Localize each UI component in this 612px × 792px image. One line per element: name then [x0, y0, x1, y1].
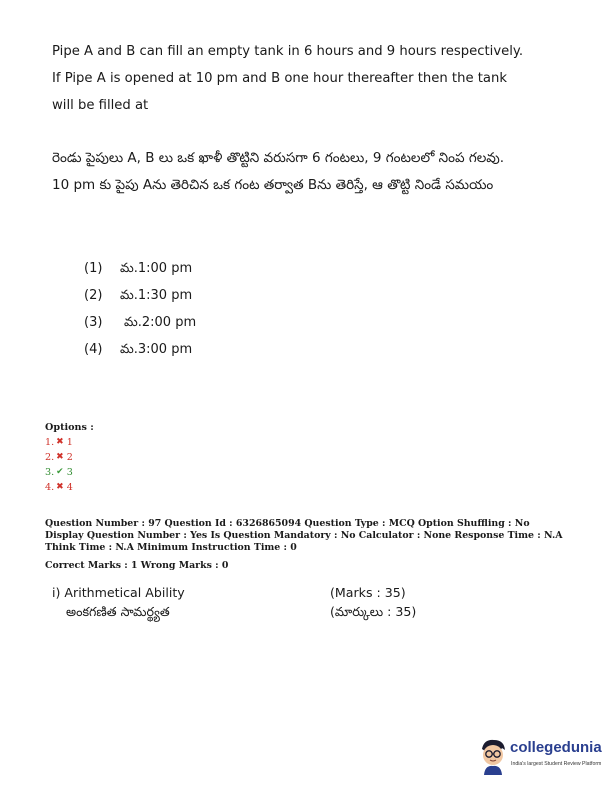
option-label: 1 — [66, 437, 73, 448]
question-telugu: రెండు పైపులు A, B లు ఒక ఖాళీ తొట్టిని వరుసగా 6 గంటలు, 9 గంటలలో నింప గలవు. 10 pm కు పైపు Aను తెరిచిన ఒక గంట తర్వాత Bను తెరిస్తే, ఆ తొట్టి నిండే సమయం — [52, 150, 505, 193]
choice-text: మ.1:00 pm — [120, 261, 193, 276]
question-metadata: Question Number : 97 Question Id : 6326865094 Question Type : MCQ Option Shuffling : No Display Question Number : Yes Is Question Mandatory : No Calculator : None Response Time : N.A Think Time : N.A Minimum Instruction Time : 0 — [45, 518, 563, 553]
logo-name: collegedunia — [510, 739, 602, 756]
answer-choices — [84, 255, 196, 363]
option-number: 3. — [45, 467, 55, 478]
option-number: 2. — [45, 452, 55, 463]
section-title-english: i) Arithmetical Ability — [52, 585, 185, 600]
option-2 — [45, 450, 94, 465]
section-title-telugu: అంకగణిత సామర్థ్యత — [66, 604, 170, 619]
collegedunia-logo — [478, 735, 608, 783]
marks-info: Correct Marks : 1 Wrong Marks : 0 — [45, 560, 229, 571]
options-list — [45, 420, 94, 495]
option-label: 4 — [66, 482, 73, 493]
option-1 — [45, 435, 94, 450]
choice-number: (2) — [84, 288, 103, 303]
options-heading: Options : — [45, 422, 94, 433]
section-marks-telugu: (మార్కులు : 35) — [330, 604, 417, 619]
section-title — [52, 583, 185, 621]
mascot-icon — [478, 737, 508, 775]
choice-number: (1) — [84, 261, 103, 276]
check-icon: ✔ — [56, 467, 64, 477]
choice-1 — [84, 255, 196, 282]
choice-3 — [84, 309, 196, 336]
cross-icon: ✖ — [56, 452, 64, 462]
choice-number: (3) — [84, 315, 103, 330]
choice-4 — [84, 336, 196, 363]
option-number: 1. — [45, 437, 55, 448]
choice-2 — [84, 282, 196, 309]
option-3 — [45, 465, 94, 480]
choice-text: మ.3:00 pm — [120, 342, 193, 357]
option-label: 2 — [66, 452, 73, 463]
cross-icon: ✖ — [56, 482, 64, 492]
logo-tagline: India's largest Student Review Platform — [511, 761, 602, 767]
section-marks — [330, 583, 416, 621]
choice-number: (4) — [84, 342, 103, 357]
choice-text: మ.1:30 pm — [120, 288, 193, 303]
option-label: 3 — [66, 467, 73, 478]
option-4 — [45, 480, 94, 495]
cross-icon: ✖ — [56, 437, 64, 447]
question-english: Pipe A and B can fill an empty tank in 6 hours and 9 hours respectively. If Pipe A is opened at 10 pm and B one hour thereafter then the tank will be filled at — [52, 44, 524, 113]
section-marks-english: (Marks : 35) — [330, 585, 406, 600]
choice-text: మ.2:00 pm — [124, 315, 197, 330]
option-number: 4. — [45, 482, 55, 493]
